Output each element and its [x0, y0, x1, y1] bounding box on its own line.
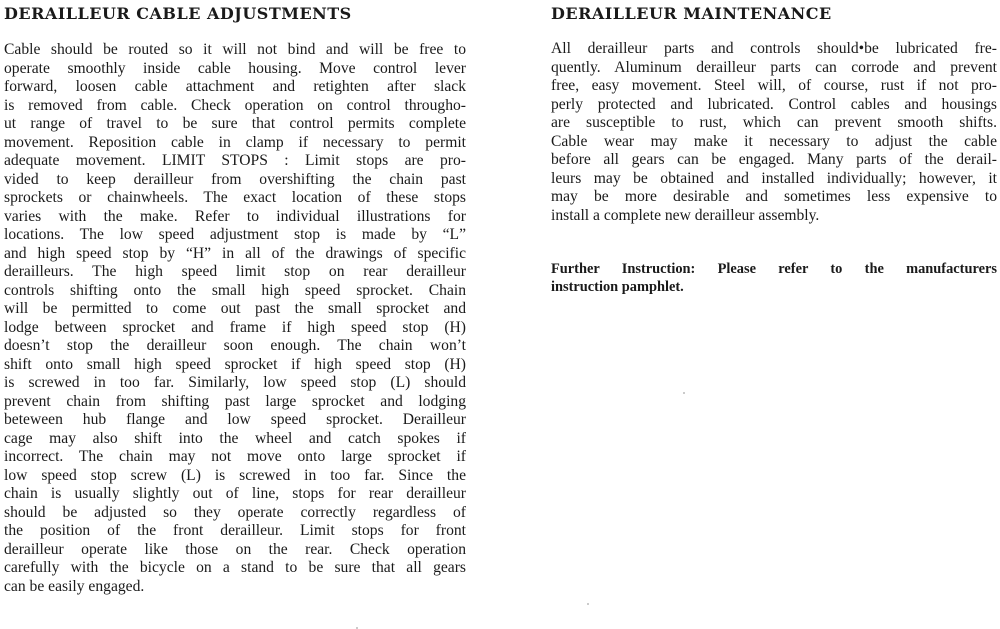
text-line: forward, loosen cable attachment and retighten after slack [4, 78, 466, 95]
text-line: may be more desirable and sometimes less expensive to [551, 188, 997, 205]
text-line: can be easily engaged. [4, 577, 145, 595]
text-line: Cable should be routed so it will not bind and will be free to [4, 41, 466, 58]
text-line: ut range of travel to be sure that control permits complete [4, 115, 466, 132]
text-line: Cable wear may make it necessary to adjust the cable [551, 132, 997, 150]
text-line: chain is usually slightly out of line, stops for rear derailleur [4, 485, 466, 502]
text-line: Further Instruction: Please refer to the manufacturers [551, 261, 997, 277]
text-line: before all gears can be engaged. Many parts of the derail- [551, 151, 997, 168]
text-line: shift onto small high speed sprocket if high speed stop (H) [4, 355, 466, 373]
text-line: derailleurs. The high speed limit stop on rear derailleur [4, 263, 466, 280]
text-line: adequate movement. LIMIT STOPS : Limit stops are pro- [4, 152, 466, 169]
text-line: is removed from cable. Check operation on control througho- [4, 96, 466, 114]
print-speck [587, 603, 589, 605]
text-line: are susceptible to rust, which can prevent smooth shifts. [551, 114, 997, 131]
cable-adjustments-heading: DERAILLEUR CABLE ADJUSTMENTS [4, 4, 352, 23]
text-line: should be adjusted so they operate correctly regardless of [4, 503, 466, 521]
text-line: doesn’t stop the derailleur soon enough. The chain won’t [4, 337, 466, 354]
text-line: lodge between sprocket and frame if high speed stop (H) [4, 318, 466, 336]
maintenance-heading: DERAILLEUR MAINTENANCE [551, 4, 832, 23]
text-line: derailleur operate like those on the rear. Check operation [4, 540, 466, 558]
text-line: locations. The low speed adjustment stop is made by “L” [4, 226, 466, 243]
text-line: instruction pamphlet. [551, 279, 684, 295]
text-line: vided to keep derailleur from overshifting the chain past [4, 170, 466, 188]
print-speck [683, 392, 685, 394]
further-instruction-note [551, 260, 997, 296]
text-line: prevent chain from shifting past large sprocket and lodging [4, 392, 466, 410]
text-line: free, easy movement. Steel will, of course, rust if not pro- [551, 77, 997, 94]
text-line: leurs may be obtained and installed individually; however, it [551, 169, 997, 187]
text-line: low speed stop screw (L) is screwed in too far. Since the [4, 466, 466, 484]
text-line: movement. Reposition cable in clamp if necessary to permit [4, 133, 466, 151]
text-line: and high speed stop by “H” in all of the drawings of specific [4, 244, 466, 262]
text-line: varies with the make. Refer to individual illustrations for [4, 207, 466, 225]
cable-adjustments-body [4, 41, 466, 596]
text-line: incorrect. The chain may not move onto large sprocket if [4, 448, 466, 465]
text-line: All derailleur parts and controls should•be lubricated fre- [551, 40, 997, 57]
text-line: the position of the front derailleur. Limit stops for front [4, 522, 466, 539]
text-line: install a complete new derailleur assembly. [551, 206, 820, 224]
text-line: quently. Aluminum derailleur parts can corrode and prevent [551, 58, 997, 76]
text-line: perly protected and lubricated. Control cables and housings [551, 95, 997, 113]
maintenance-body [551, 40, 997, 225]
text-line: cage may also shift into the wheel and catch spokes if [4, 429, 466, 447]
text-line: is screwed in too far. Similarly, low speed stop (L) should [4, 374, 466, 391]
text-line: operate smoothly inside cable housing. Move control lever [4, 59, 466, 77]
text-line: controls shifting onto the small high speed sprocket. Chain [4, 281, 466, 299]
text-line: beteween hub flange and low speed sprocket. Derailleur [4, 411, 466, 428]
text-line: carefully with the bicycle on a stand to be sure that all gears [4, 559, 466, 576]
text-line: sprockets or chainwheels. The exact location of these stops [4, 189, 466, 206]
text-line: will be permitted to come out past the small sprocket and [4, 300, 466, 317]
